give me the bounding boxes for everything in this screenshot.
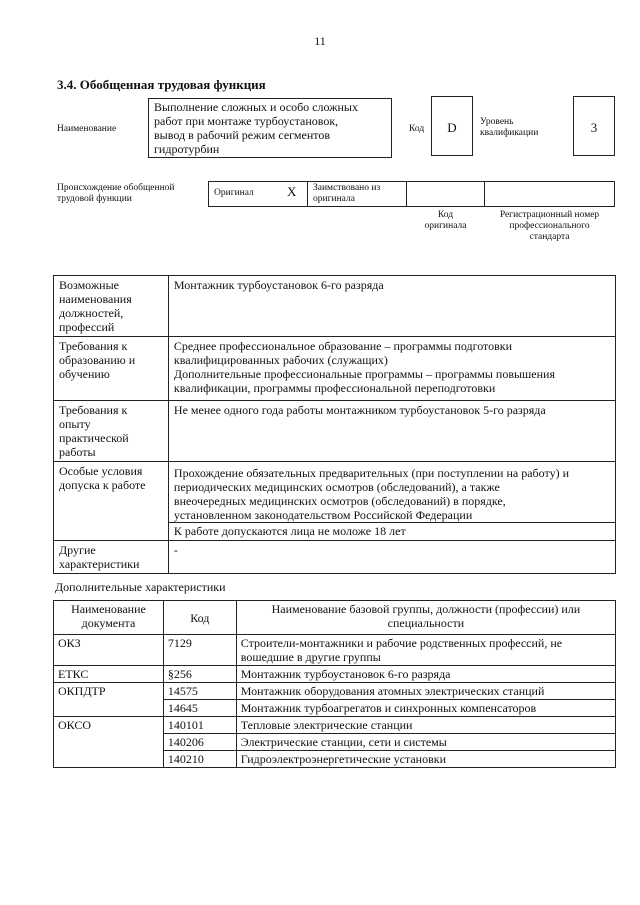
label-line: наименования <box>59 292 132 306</box>
name-cell: Монтажник турбоустановок 6-го разряда <box>236 666 615 683</box>
label-line: Другие <box>59 543 96 557</box>
origin-label <box>57 183 175 205</box>
code-cell: 140206 <box>163 734 236 751</box>
row-value <box>168 276 615 337</box>
label-line: Требования к <box>59 339 128 353</box>
value-line: установленном законодательством Российской Федерации <box>173 508 473 522</box>
table-row <box>54 717 616 734</box>
code-cell: 140210 <box>163 751 236 768</box>
row-value <box>168 541 615 574</box>
row-label <box>54 337 169 401</box>
table-row <box>54 462 616 541</box>
name-cell: Тепловые электрические станции <box>236 717 615 734</box>
table-header-row <box>54 601 616 635</box>
header-line: Наименование базовой группы, должности (профессии) или <box>271 602 581 616</box>
table-row <box>54 666 616 683</box>
section-title: 3.4. Обобщенная трудовая функция <box>57 77 266 92</box>
value-line: Среднее профессиональное образование – программы подготовки <box>173 339 513 353</box>
level-label-line: квалификации <box>480 128 539 138</box>
code-value-box: D <box>431 96 473 156</box>
table-row <box>54 401 616 462</box>
level-label <box>480 117 538 139</box>
row-value <box>168 462 615 541</box>
code-cell: 140101 <box>163 717 236 734</box>
value-line: квалифицированных рабочих (служащих) <box>173 353 388 367</box>
doc-cell: ОКЗ <box>54 635 164 666</box>
row-value <box>168 401 615 462</box>
label-line: Требования к <box>59 403 128 417</box>
value-line: Дополнительные профессиональные программы – программы повышения <box>173 367 555 381</box>
origin-borrowed-label-line: оригинала <box>313 194 355 204</box>
header-name <box>236 601 615 635</box>
label-line: Особые условия <box>59 464 143 478</box>
name-cell: Электрические станции, сети и системы <box>236 734 615 751</box>
origin-label-line: трудовой функции <box>57 194 132 204</box>
level-label-line: Уровень <box>480 117 514 127</box>
value-line: Монтажник турбоустановок 6-го разряда <box>173 278 384 292</box>
function-name-label: Наименование <box>57 124 117 134</box>
value-line: Не менее одного года работы монтажником турбоустановок 5-го разряда <box>173 403 546 417</box>
additional-title: Дополнительные характеристики <box>55 580 226 594</box>
code-cell: 14645 <box>163 700 236 717</box>
label-line: профессий <box>59 320 115 334</box>
origin-borrowed-cell <box>307 181 407 207</box>
name-cell <box>236 635 615 666</box>
caption-line: оригинала <box>424 221 467 231</box>
function-name-line: гидротурбин <box>154 142 220 156</box>
value-line: - <box>173 543 178 557</box>
label-line: допуска к работе <box>59 478 146 492</box>
table-row <box>54 635 616 666</box>
label-line: должностей, <box>59 306 124 320</box>
code-cell: 14575 <box>163 683 236 700</box>
value-line: периодических медицинских осмотров (обследований), а также <box>173 480 500 494</box>
value-line: Прохождение обязательных предварительных (при поступлении на работу) и <box>173 466 569 480</box>
page-number: 11 <box>314 34 326 48</box>
doc-cell: ЕТКС <box>54 666 164 683</box>
origin-borrowed-label-line: Заимствовано из <box>313 183 381 193</box>
name-cell: Гидроэлектроэнергетические установки <box>236 751 615 768</box>
value-line: внеочередных медицинских осмотров (обследований) в порядке, <box>173 494 506 508</box>
origin-original-cell <box>208 181 308 207</box>
row-label <box>54 401 169 462</box>
value-line: квалификации, программы профессиональной переподготовки <box>173 381 496 395</box>
function-name-box <box>148 98 392 158</box>
code-cell: 7129 <box>163 635 236 666</box>
row-value <box>168 337 615 401</box>
origin-original-label: Оригинал <box>214 188 254 198</box>
origin-reg-caption <box>484 210 615 243</box>
header-code: Код <box>163 601 236 635</box>
origin-reg-cell <box>484 181 615 207</box>
caption-line: Регистрационный номер <box>499 210 600 220</box>
header-line: Наименование <box>71 602 146 616</box>
function-name-line: вывод в рабочий режим сегментов <box>154 128 331 142</box>
value-extra-line: К работе допускаются лица не моложе 18 лет <box>169 522 615 538</box>
label-line: обучению <box>59 367 110 381</box>
function-name-line: работ при монтаже турбоустановок, <box>154 114 339 128</box>
row-label <box>54 276 169 337</box>
requirements-table <box>53 275 616 574</box>
origin-code-caption <box>406 210 485 232</box>
origin-label-line: Происхождение обобщенной <box>57 183 175 193</box>
header-line: специальности <box>387 616 465 630</box>
label-line: практической <box>59 431 129 445</box>
table-row <box>54 276 616 337</box>
caption-line: профессионального <box>509 221 590 231</box>
table-row <box>54 683 616 700</box>
code-cell: §256 <box>163 666 236 683</box>
label-line: образованию и <box>59 353 136 367</box>
caption-line: стандарта <box>529 232 570 242</box>
label-line: характеристики <box>59 557 140 571</box>
label-line: работы <box>59 445 96 459</box>
origin-code-cell <box>406 181 485 207</box>
name-cell: Монтажник оборудования атомных электрических станций <box>236 683 615 700</box>
header-line: документа <box>81 616 136 630</box>
caption-line: Код <box>437 210 454 220</box>
level-value-box: 3 <box>573 96 615 156</box>
row-label <box>54 541 169 574</box>
name-cell: Монтажник турбоагрегатов и синхронных компенсаторов <box>236 700 615 717</box>
table-row <box>54 541 616 574</box>
function-name-line: Выполнение сложных и особо сложных <box>154 100 358 114</box>
label-line: Возможные <box>59 278 119 292</box>
table-row <box>54 337 616 401</box>
code-label: Код <box>409 124 425 134</box>
label-line: опыту <box>59 417 91 431</box>
additional-table <box>53 600 616 768</box>
origin-original-mark: X <box>287 184 297 199</box>
row-label <box>54 462 169 541</box>
doc-cell: ОКПДТР <box>54 683 164 717</box>
header-doc <box>54 601 164 635</box>
name-line: вошедшие в другие группы <box>240 650 381 664</box>
doc-cell: ОКСО <box>54 717 164 768</box>
name-line: Строители-монтажники и рабочие родственных профессий, не <box>240 636 563 650</box>
